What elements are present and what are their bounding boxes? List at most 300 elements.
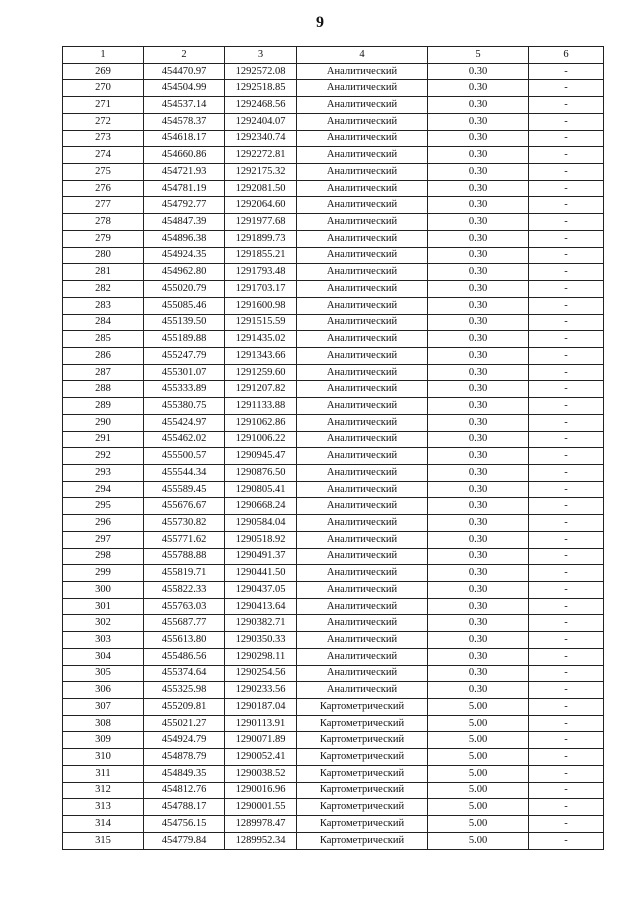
table-cell: - bbox=[529, 632, 604, 649]
table-cell: - bbox=[529, 297, 604, 314]
table-cell: - bbox=[529, 749, 604, 766]
table-cell: 1291006.22 bbox=[225, 431, 297, 448]
table-cell: 454578.37 bbox=[144, 113, 225, 130]
table-cell: - bbox=[529, 699, 604, 716]
table-cell: Аналитический bbox=[297, 97, 428, 114]
table-cell: 288 bbox=[63, 381, 144, 398]
table-cell: 291 bbox=[63, 431, 144, 448]
table-cell: - bbox=[529, 598, 604, 615]
table-cell: 281 bbox=[63, 264, 144, 281]
table-cell: 274 bbox=[63, 147, 144, 164]
table-cell: Картометрический bbox=[297, 816, 428, 833]
table-cell: 454792.77 bbox=[144, 197, 225, 214]
table-cell: - bbox=[529, 247, 604, 264]
table-cell: 455189.88 bbox=[144, 331, 225, 348]
table-cell: Аналитический bbox=[297, 297, 428, 314]
table-row bbox=[63, 347, 604, 364]
table-cell: - bbox=[529, 331, 604, 348]
table-row bbox=[63, 699, 604, 716]
table-cell: 0.30 bbox=[428, 347, 529, 364]
table-cell: 0.30 bbox=[428, 648, 529, 665]
table-cell: Аналитический bbox=[297, 147, 428, 164]
table-cell: 454504.99 bbox=[144, 80, 225, 97]
table-row bbox=[63, 481, 604, 498]
table-cell: - bbox=[529, 448, 604, 465]
table-cell: - bbox=[529, 414, 604, 431]
table-cell: 1292518.85 bbox=[225, 80, 297, 97]
column-header: 3 bbox=[225, 47, 297, 64]
table-cell: 306 bbox=[63, 682, 144, 699]
column-header: 2 bbox=[144, 47, 225, 64]
table-cell: 454618.17 bbox=[144, 130, 225, 147]
table-cell: 454878.79 bbox=[144, 749, 225, 766]
table-cell: 0.30 bbox=[428, 682, 529, 699]
table-cell: 0.30 bbox=[428, 632, 529, 649]
table-cell: - bbox=[529, 648, 604, 665]
table-cell: 454660.86 bbox=[144, 147, 225, 164]
table-cell: 455771.62 bbox=[144, 531, 225, 548]
table-cell: 455589.45 bbox=[144, 481, 225, 498]
table-cell: 0.30 bbox=[428, 364, 529, 381]
table-row bbox=[63, 464, 604, 481]
column-header: 1 bbox=[63, 47, 144, 64]
table-cell: 271 bbox=[63, 97, 144, 114]
table-cell: 0.30 bbox=[428, 531, 529, 548]
table-cell: Аналитический bbox=[297, 548, 428, 565]
table-cell: 0.30 bbox=[428, 230, 529, 247]
table-cell: - bbox=[529, 230, 604, 247]
table-cell: 0.30 bbox=[428, 481, 529, 498]
table-cell: 454812.76 bbox=[144, 782, 225, 799]
table-cell: - bbox=[529, 398, 604, 415]
table-cell: Картометрический bbox=[297, 832, 428, 849]
table-cell: Аналитический bbox=[297, 582, 428, 599]
table-cell: 0.30 bbox=[428, 214, 529, 231]
table-cell: 0.30 bbox=[428, 164, 529, 181]
table-row bbox=[63, 832, 604, 849]
table-cell: 0.30 bbox=[428, 297, 529, 314]
table-row bbox=[63, 197, 604, 214]
table-cell: 304 bbox=[63, 648, 144, 665]
table-cell: 455730.82 bbox=[144, 515, 225, 532]
table-row bbox=[63, 264, 604, 281]
table-row bbox=[63, 414, 604, 431]
table-cell: - bbox=[529, 732, 604, 749]
table-cell: 1292272.81 bbox=[225, 147, 297, 164]
table-cell: 0.30 bbox=[428, 515, 529, 532]
table-row bbox=[63, 147, 604, 164]
table-cell: 269 bbox=[63, 63, 144, 80]
table-row bbox=[63, 314, 604, 331]
table-cell: 455085.46 bbox=[144, 297, 225, 314]
table-cell: - bbox=[529, 214, 604, 231]
table-cell: 455819.71 bbox=[144, 565, 225, 582]
table-cell: 1290071.89 bbox=[225, 732, 297, 749]
table-cell: 1290382.71 bbox=[225, 615, 297, 632]
column-header: 4 bbox=[297, 47, 428, 64]
table-cell: 1289952.34 bbox=[225, 832, 297, 849]
table-cell: 1289978.47 bbox=[225, 816, 297, 833]
table-cell: 455139.50 bbox=[144, 314, 225, 331]
table-cell: 1291259.60 bbox=[225, 364, 297, 381]
table-cell: 455021.27 bbox=[144, 715, 225, 732]
table-cell: 455613.80 bbox=[144, 632, 225, 649]
table-cell: 1290187.04 bbox=[225, 699, 297, 716]
table-cell: - bbox=[529, 799, 604, 816]
table-cell: 1292340.74 bbox=[225, 130, 297, 147]
table-cell: 455544.34 bbox=[144, 464, 225, 481]
table-cell: 1290350.33 bbox=[225, 632, 297, 649]
table-row bbox=[63, 665, 604, 682]
table-cell: Аналитический bbox=[297, 214, 428, 231]
table-cell: - bbox=[529, 80, 604, 97]
table-cell: Аналитический bbox=[297, 264, 428, 281]
table-cell: Аналитический bbox=[297, 113, 428, 130]
table-cell: - bbox=[529, 816, 604, 833]
table-cell: 297 bbox=[63, 531, 144, 548]
table-cell: 312 bbox=[63, 782, 144, 799]
table-cell: Картометрический bbox=[297, 799, 428, 816]
table-cell: 1291062.86 bbox=[225, 414, 297, 431]
table-cell: - bbox=[529, 515, 604, 532]
table-cell: Аналитический bbox=[297, 364, 428, 381]
table-cell: - bbox=[529, 180, 604, 197]
table-cell: 454962.80 bbox=[144, 264, 225, 281]
table-row bbox=[63, 732, 604, 749]
table-cell: 283 bbox=[63, 297, 144, 314]
table-row bbox=[63, 548, 604, 565]
table-cell: 1292468.56 bbox=[225, 97, 297, 114]
table-cell: 1291207.82 bbox=[225, 381, 297, 398]
table-cell: Аналитический bbox=[297, 414, 428, 431]
table-cell: 0.30 bbox=[428, 97, 529, 114]
table-cell: 272 bbox=[63, 113, 144, 130]
table-cell: - bbox=[529, 164, 604, 181]
table-cell: Аналитический bbox=[297, 515, 428, 532]
table-cell: 454756.15 bbox=[144, 816, 225, 833]
table-cell: - bbox=[529, 264, 604, 281]
table-cell: 5.00 bbox=[428, 832, 529, 849]
table-cell: - bbox=[529, 63, 604, 80]
table-cell: Аналитический bbox=[297, 615, 428, 632]
table-cell: Аналитический bbox=[297, 314, 428, 331]
table-cell: - bbox=[529, 498, 604, 515]
table-row bbox=[63, 97, 604, 114]
table-cell: 5.00 bbox=[428, 816, 529, 833]
table-cell: Аналитический bbox=[297, 481, 428, 498]
table-cell: 0.30 bbox=[428, 314, 529, 331]
table-cell: 454721.93 bbox=[144, 164, 225, 181]
table-cell: 1290584.04 bbox=[225, 515, 297, 532]
table-cell: Аналитический bbox=[297, 80, 428, 97]
table-cell: 455462.02 bbox=[144, 431, 225, 448]
table-row bbox=[63, 531, 604, 548]
table-row bbox=[63, 598, 604, 615]
table-cell: 1290038.52 bbox=[225, 765, 297, 782]
table-cell: 275 bbox=[63, 164, 144, 181]
table-cell: 303 bbox=[63, 632, 144, 649]
table-cell: - bbox=[529, 531, 604, 548]
table-cell: 294 bbox=[63, 481, 144, 498]
table-cell: 0.30 bbox=[428, 381, 529, 398]
table-cell: Аналитический bbox=[297, 331, 428, 348]
table-cell: 1290413.64 bbox=[225, 598, 297, 615]
table-cell: Картометрический bbox=[297, 699, 428, 716]
table-row bbox=[63, 765, 604, 782]
table-cell: Аналитический bbox=[297, 398, 428, 415]
table-cell: 1290016.96 bbox=[225, 782, 297, 799]
table-cell: 5.00 bbox=[428, 699, 529, 716]
table-cell: - bbox=[529, 281, 604, 298]
table-cell: 0.30 bbox=[428, 130, 529, 147]
table-cell: Аналитический bbox=[297, 180, 428, 197]
table-cell: 455247.79 bbox=[144, 347, 225, 364]
table-cell: 455380.75 bbox=[144, 398, 225, 415]
table-cell: 1290668.24 bbox=[225, 498, 297, 515]
table-body bbox=[63, 63, 604, 849]
table-row bbox=[63, 632, 604, 649]
table-cell: 454924.35 bbox=[144, 247, 225, 264]
table-cell: - bbox=[529, 147, 604, 164]
table-cell: 305 bbox=[63, 665, 144, 682]
table-cell: 0.30 bbox=[428, 63, 529, 80]
table-cell: - bbox=[529, 381, 604, 398]
table-cell: 455325.98 bbox=[144, 682, 225, 699]
table-row bbox=[63, 80, 604, 97]
table-cell: Аналитический bbox=[297, 381, 428, 398]
table-cell: 454849.35 bbox=[144, 765, 225, 782]
table-cell: Аналитический bbox=[297, 247, 428, 264]
table-row bbox=[63, 615, 604, 632]
table-cell: Аналитический bbox=[297, 230, 428, 247]
table-cell: 0.30 bbox=[428, 180, 529, 197]
table-row bbox=[63, 498, 604, 515]
table-cell: - bbox=[529, 565, 604, 582]
table-cell: Аналитический bbox=[297, 197, 428, 214]
table-row bbox=[63, 565, 604, 582]
table-row bbox=[63, 398, 604, 415]
table-cell: Аналитический bbox=[297, 565, 428, 582]
table-cell: 308 bbox=[63, 715, 144, 732]
table-cell: 300 bbox=[63, 582, 144, 599]
table-row bbox=[63, 515, 604, 532]
table-cell: 1291133.88 bbox=[225, 398, 297, 415]
table-cell: - bbox=[529, 481, 604, 498]
table-cell: 1292064.60 bbox=[225, 197, 297, 214]
table-row bbox=[63, 164, 604, 181]
table-cell: Картометрический bbox=[297, 749, 428, 766]
table-cell: - bbox=[529, 197, 604, 214]
table-cell: 1290001.55 bbox=[225, 799, 297, 816]
table-cell: - bbox=[529, 97, 604, 114]
table-cell: - bbox=[529, 314, 604, 331]
table-cell: 279 bbox=[63, 230, 144, 247]
table-row bbox=[63, 331, 604, 348]
table-cell: - bbox=[529, 582, 604, 599]
table-cell: Аналитический bbox=[297, 632, 428, 649]
table-cell: 314 bbox=[63, 816, 144, 833]
table-cell: 455209.81 bbox=[144, 699, 225, 716]
table-cell: 5.00 bbox=[428, 765, 529, 782]
table-cell: 282 bbox=[63, 281, 144, 298]
table-cell: Аналитический bbox=[297, 448, 428, 465]
table-cell: 455788.88 bbox=[144, 548, 225, 565]
table-cell: 454781.19 bbox=[144, 180, 225, 197]
table-cell: 5.00 bbox=[428, 732, 529, 749]
table-row bbox=[63, 648, 604, 665]
table-cell: Аналитический bbox=[297, 682, 428, 699]
table-cell: - bbox=[529, 364, 604, 381]
table-cell: 280 bbox=[63, 247, 144, 264]
table-cell: Картометрический bbox=[297, 732, 428, 749]
table-row bbox=[63, 448, 604, 465]
table-cell: 1292081.50 bbox=[225, 180, 297, 197]
table-row bbox=[63, 799, 604, 816]
table-cell: 1291343.66 bbox=[225, 347, 297, 364]
table-cell: Аналитический bbox=[297, 665, 428, 682]
table-cell: - bbox=[529, 715, 604, 732]
table-cell: - bbox=[529, 782, 604, 799]
table-cell: 307 bbox=[63, 699, 144, 716]
column-header: 6 bbox=[529, 47, 604, 64]
table-cell: 455676.67 bbox=[144, 498, 225, 515]
table-cell: 0.30 bbox=[428, 498, 529, 515]
table-cell: - bbox=[529, 765, 604, 782]
table-cell: - bbox=[529, 615, 604, 632]
table-cell: 0.30 bbox=[428, 281, 529, 298]
table-cell: 1290441.50 bbox=[225, 565, 297, 582]
table-cell: - bbox=[529, 113, 604, 130]
table-cell: 1290254.56 bbox=[225, 665, 297, 682]
table-row bbox=[63, 214, 604, 231]
table-cell: Аналитический bbox=[297, 63, 428, 80]
table-row bbox=[63, 130, 604, 147]
table-cell: 0.30 bbox=[428, 582, 529, 599]
table-cell: Аналитический bbox=[297, 130, 428, 147]
table-cell: Картометрический bbox=[297, 782, 428, 799]
page-number: 9 bbox=[316, 14, 324, 31]
table-cell: 313 bbox=[63, 799, 144, 816]
table-cell: 284 bbox=[63, 314, 144, 331]
table-row bbox=[63, 230, 604, 247]
table-cell: 1291515.59 bbox=[225, 314, 297, 331]
column-header: 5 bbox=[428, 47, 529, 64]
table-cell: Аналитический bbox=[297, 431, 428, 448]
table-cell: - bbox=[529, 548, 604, 565]
table-cell: 0.30 bbox=[428, 448, 529, 465]
table-cell: 285 bbox=[63, 331, 144, 348]
table-cell: 1291703.17 bbox=[225, 281, 297, 298]
table-cell: - bbox=[529, 431, 604, 448]
table-cell: 454788.17 bbox=[144, 799, 225, 816]
table-cell: - bbox=[529, 665, 604, 682]
table-row bbox=[63, 682, 604, 699]
table-row bbox=[63, 431, 604, 448]
table-cell: 1290518.92 bbox=[225, 531, 297, 548]
table-cell: 289 bbox=[63, 398, 144, 415]
table-cell: 454847.39 bbox=[144, 214, 225, 231]
table-cell: 298 bbox=[63, 548, 144, 565]
table-row bbox=[63, 749, 604, 766]
table-row bbox=[63, 782, 604, 799]
table-cell: Аналитический bbox=[297, 164, 428, 181]
table-cell: 1291793.48 bbox=[225, 264, 297, 281]
table-cell: 310 bbox=[63, 749, 144, 766]
table-cell: Аналитический bbox=[297, 464, 428, 481]
table-cell: 1290052.41 bbox=[225, 749, 297, 766]
table-cell: 454537.14 bbox=[144, 97, 225, 114]
table-cell: 286 bbox=[63, 347, 144, 364]
table-cell: 315 bbox=[63, 832, 144, 849]
table-cell: 1290876.50 bbox=[225, 464, 297, 481]
table-cell: 455687.77 bbox=[144, 615, 225, 632]
table-cell: 5.00 bbox=[428, 749, 529, 766]
table-row bbox=[63, 180, 604, 197]
table-cell: 454779.84 bbox=[144, 832, 225, 849]
table-row bbox=[63, 715, 604, 732]
table-cell: 290 bbox=[63, 414, 144, 431]
table-cell: - bbox=[529, 464, 604, 481]
table-row bbox=[63, 281, 604, 298]
table-cell: - bbox=[529, 682, 604, 699]
table-cell: 1290113.91 bbox=[225, 715, 297, 732]
table-cell: 5.00 bbox=[428, 715, 529, 732]
table-cell: 1291600.98 bbox=[225, 297, 297, 314]
table-cell: 455374.64 bbox=[144, 665, 225, 682]
table-cell: 0.30 bbox=[428, 414, 529, 431]
table-cell: 0.30 bbox=[428, 80, 529, 97]
table-cell: 1291435.02 bbox=[225, 331, 297, 348]
table-cell: 302 bbox=[63, 615, 144, 632]
table-cell: 0.30 bbox=[428, 464, 529, 481]
table-cell: 277 bbox=[63, 197, 144, 214]
table-cell: 455822.33 bbox=[144, 582, 225, 599]
table-cell: 311 bbox=[63, 765, 144, 782]
table-row bbox=[63, 381, 604, 398]
table-cell: 1292404.07 bbox=[225, 113, 297, 130]
table-cell: 1291855.21 bbox=[225, 247, 297, 264]
table-cell: 299 bbox=[63, 565, 144, 582]
table-cell: 454470.97 bbox=[144, 63, 225, 80]
table-cell: 0.30 bbox=[428, 431, 529, 448]
table-cell: 0.30 bbox=[428, 113, 529, 130]
table-row bbox=[63, 364, 604, 381]
table-cell: 455500.57 bbox=[144, 448, 225, 465]
table-row bbox=[63, 247, 604, 264]
table-header-row bbox=[63, 47, 604, 64]
table-cell: 455301.07 bbox=[144, 364, 225, 381]
table-cell: 455424.97 bbox=[144, 414, 225, 431]
table-cell: 273 bbox=[63, 130, 144, 147]
table-cell: 454896.38 bbox=[144, 230, 225, 247]
table-cell: 1291977.68 bbox=[225, 214, 297, 231]
table-cell: 0.30 bbox=[428, 565, 529, 582]
table-cell: - bbox=[529, 832, 604, 849]
table-row bbox=[63, 63, 604, 80]
table-cell: - bbox=[529, 347, 604, 364]
table-cell: 0.30 bbox=[428, 615, 529, 632]
table-cell: 455486.56 bbox=[144, 648, 225, 665]
table-cell: 270 bbox=[63, 80, 144, 97]
table-cell: 454924.79 bbox=[144, 732, 225, 749]
table-cell: Аналитический bbox=[297, 281, 428, 298]
table-cell: 309 bbox=[63, 732, 144, 749]
table-cell: 1290491.37 bbox=[225, 548, 297, 565]
table-cell: 0.30 bbox=[428, 197, 529, 214]
table-cell: Аналитический bbox=[297, 531, 428, 548]
table-cell: Аналитический bbox=[297, 648, 428, 665]
table-cell: 276 bbox=[63, 180, 144, 197]
